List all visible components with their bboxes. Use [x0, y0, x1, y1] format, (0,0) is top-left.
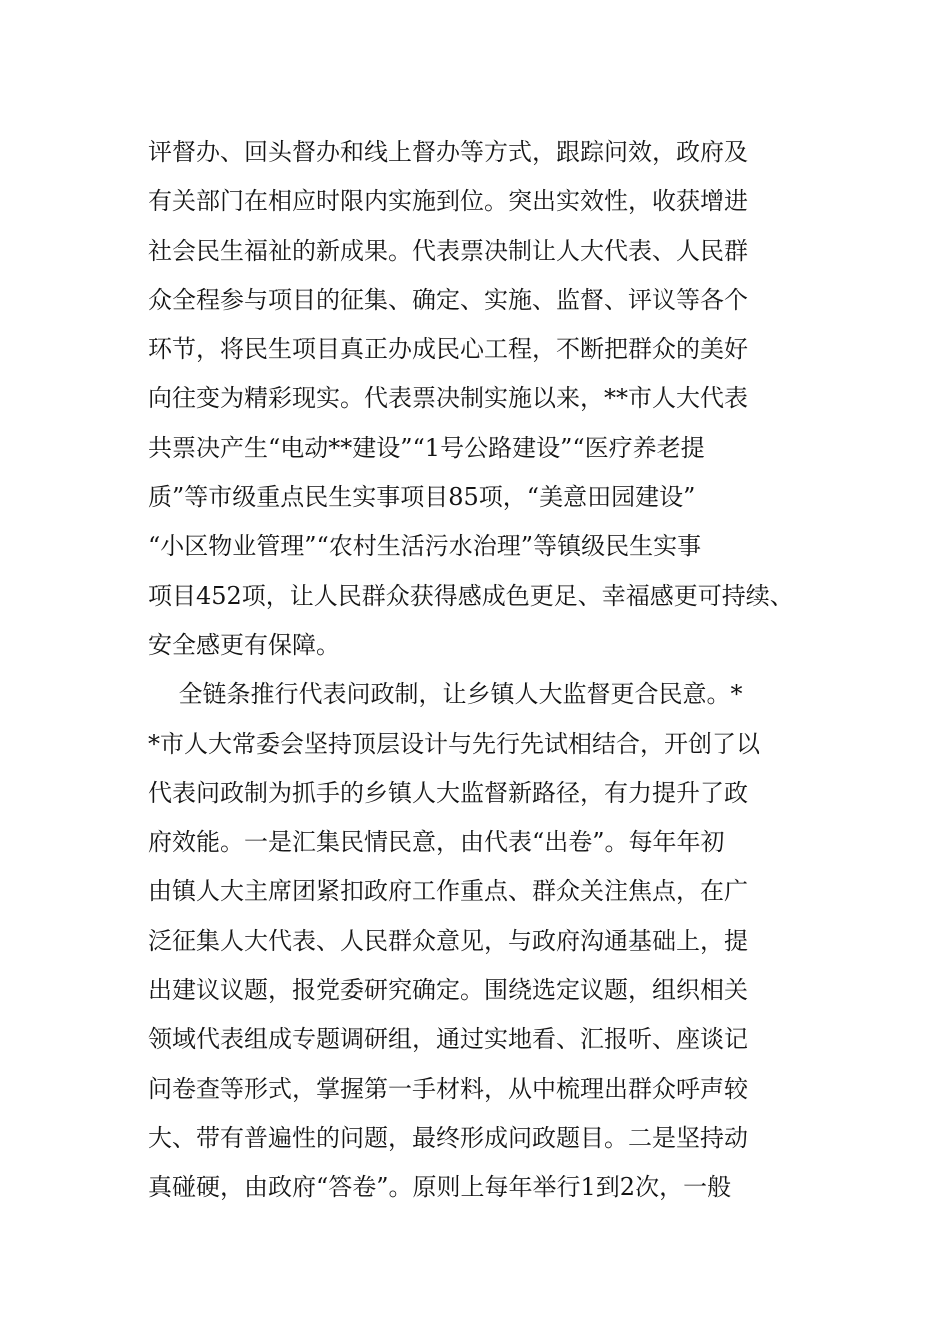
text-line: 项目452项，让人民群众获得感成色更足、幸福感更可持续、	[148, 581, 794, 610]
paragraph-start-line: 全链条推行代表问政制，让乡镇人大监督更合民意。*	[148, 680, 743, 709]
text-line: 评督办、回头督办和线上督办等方式，跟踪问效，政府及	[148, 138, 748, 166]
text-line: 问卷查等形式，掌握第一手材料，从中梳理出群众呼声较	[148, 1074, 748, 1103]
text-line: 大、带有普遍性的问题，最终形成问政题目。二是坚持动	[148, 1123, 748, 1152]
text-line: 领域代表组成专题调研组，通过实地看、汇报听、座谈记	[148, 1025, 748, 1054]
text-line: 向往变为精彩现实。代表票决制实施以来，**市人大代表	[148, 384, 748, 413]
text-line: 代表问政制为抓手的乡镇人大监督新路径，有力提升了政	[148, 778, 748, 807]
text-line: “小区物业管理”“农村生活污水治理”等镇级民生实事	[148, 532, 702, 561]
text-line: 出建议议题，报党委研究确定。围绕选定议题，组织相关	[148, 976, 748, 1005]
text-line: 共票决产生“电动**建设”“1号公路建设”“医疗养老提	[148, 433, 705, 462]
text-line: 环节，将民生项目真正办成民心工程，不断把群众的美好	[148, 335, 748, 364]
text-line: *市人大常委会坚持顶层设计与先行先试相结合，开创了以	[148, 729, 760, 758]
text-line: 真碰硬，由政府“答卷”。原则上每年举行1到2次，一般	[148, 1173, 732, 1202]
text-line: 由镇人大主席团紧扣政府工作重点、群众关注焦点，在广	[148, 877, 748, 906]
text-line: 泛征集人大代表、人民群众意见，与政府沟通基础上，提	[148, 926, 748, 955]
text-line: 众全程参与项目的征集、确定、实施、监督、评议等各个	[148, 285, 748, 314]
text-line: 社会民生福祉的新成果。代表票决制让人大代表、人民群	[148, 236, 748, 265]
text-line: 有关部门在相应时限内实施到位。突出实效性，收获增进	[148, 187, 748, 216]
text-line: 安全感更有保障。	[148, 630, 340, 659]
text-line: 质”等市级重点民生实事项目85项，“美意田园建设”	[148, 483, 696, 512]
text-line: 府效能。一是汇集民情民意，由代表“出卷”。每年年初	[148, 828, 725, 857]
body-text	[148, 128, 848, 1213]
